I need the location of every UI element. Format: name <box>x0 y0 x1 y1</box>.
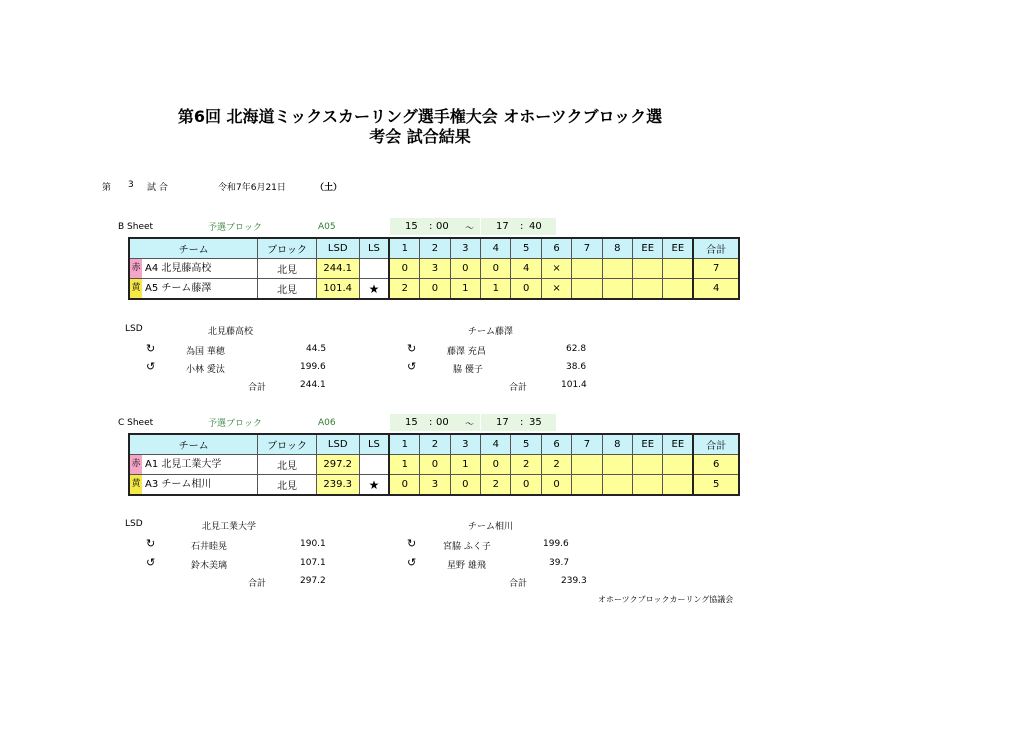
end-score: × <box>541 259 571 279</box>
player-name: 石井睦晃 <box>191 542 228 552</box>
player-score: 44.5 <box>306 344 327 354</box>
header-end-1: 1 <box>389 434 419 455</box>
player-name: 脇 優子 <box>453 365 483 375</box>
player-score: 107.1 <box>300 558 326 568</box>
stone-color-yellow: 黄 <box>130 475 142 494</box>
round-date: 令和7年6月21日 <box>218 183 286 193</box>
counterclockwise-icon: ↺ <box>407 556 417 569</box>
block-label: 予選ブロック <box>208 223 262 233</box>
end-score <box>663 475 693 496</box>
end-score <box>572 279 602 300</box>
team-name-cell <box>129 475 258 496</box>
sheet-label: B Sheet <box>118 222 154 232</box>
end-score: 4 <box>511 259 541 279</box>
table-row <box>129 455 739 475</box>
team-ls <box>359 259 389 279</box>
header-end-5: 5 <box>511 434 541 455</box>
header-ls: LS <box>359 434 389 455</box>
end-score <box>602 475 632 496</box>
header-end-8: 8 <box>602 238 632 259</box>
table-header-row <box>129 238 739 259</box>
round-label-shiai: 試 合 <box>147 183 168 193</box>
end-score: 0 <box>450 259 480 279</box>
lsd-left-total: 297.2 <box>300 576 326 586</box>
page-title: 第6回 北海道ミックスカーリング選手権大会 オホーツクブロック選 <box>177 107 663 126</box>
player-name: 為国 華穂 <box>186 347 225 357</box>
header-end-4: 4 <box>481 434 511 455</box>
end-minute: 35 <box>529 417 542 428</box>
team-total: 4 <box>693 279 739 300</box>
header-end-6: 6 <box>541 238 571 259</box>
lsd-right-total: 101.4 <box>561 380 587 390</box>
counterclockwise-icon: ↺ <box>407 360 417 373</box>
team-name: A4 北見藤高校 <box>145 263 212 274</box>
end-time <box>481 218 556 235</box>
player-score: 199.6 <box>543 539 569 549</box>
team-name: A1 北見工業大学 <box>145 459 222 470</box>
end-score <box>633 475 663 496</box>
score-table <box>128 237 740 300</box>
player-name: 藤澤 充昌 <box>447 347 486 357</box>
end-score <box>572 259 602 279</box>
end-score <box>602 455 632 475</box>
end-score: 0 <box>420 455 450 475</box>
round-label-dai: 第 <box>102 183 112 193</box>
lsd-right-total: 239.3 <box>561 576 587 586</box>
player-score: 199.6 <box>300 362 326 372</box>
tilde: 〜 <box>465 420 475 430</box>
header-end-2: 2 <box>420 238 450 259</box>
lsd-left-total: 244.1 <box>300 380 326 390</box>
lsd-right-team: チーム藤澤 <box>468 327 514 337</box>
table-row <box>129 475 739 496</box>
lsd-total-label: 合計 <box>509 383 528 393</box>
header-block: ブロック <box>258 238 317 259</box>
end-score: 0 <box>511 475 541 496</box>
stone-color-red: 赤 <box>130 455 142 474</box>
table-row <box>129 279 739 300</box>
team-lsd: 244.1 <box>316 259 359 279</box>
end-score: 2 <box>389 279 419 300</box>
round-weekday: （土） <box>315 183 343 193</box>
player-score: 62.8 <box>566 344 587 354</box>
end-score <box>572 455 602 475</box>
team-name-cell <box>129 259 258 279</box>
end-score <box>633 279 663 300</box>
team-lsd: 101.4 <box>316 279 359 300</box>
header-ee-2: EE <box>663 434 693 455</box>
end-score: 2 <box>541 455 571 475</box>
header-ee-2: EE <box>663 238 693 259</box>
team-area: 北見 <box>258 279 317 300</box>
end-score: 2 <box>511 455 541 475</box>
start-minute: 00 <box>436 417 449 428</box>
end-score <box>633 455 663 475</box>
team-total: 6 <box>693 455 739 475</box>
team-total: 5 <box>693 475 739 496</box>
end-score <box>663 279 693 300</box>
end-score: 0 <box>389 259 419 279</box>
round-number: 3 <box>128 180 134 190</box>
clockwise-icon: ↻ <box>407 537 417 550</box>
end-score <box>602 259 632 279</box>
header-total: 合計 <box>693 238 739 259</box>
lsd-label: LSD <box>125 519 143 529</box>
header-end-7: 7 <box>572 434 602 455</box>
player-name: 小林 愛汰 <box>186 365 225 375</box>
end-score: 0 <box>450 475 480 496</box>
header-ee-1: EE <box>633 238 663 259</box>
clockwise-icon: ↻ <box>146 537 156 550</box>
player-name: 星野 雄飛 <box>447 561 486 571</box>
start-hour: 15 <box>405 221 418 232</box>
clockwise-icon: ↻ <box>407 342 417 355</box>
lsd-label: LSD <box>125 324 143 334</box>
end-hour: 17 <box>496 417 509 428</box>
organizer-footer: オホーツクブロックカーリング協議会 <box>598 595 734 604</box>
end-score: 0 <box>389 475 419 496</box>
end-score: 1 <box>450 455 480 475</box>
lsd-left-team: 北見工業大学 <box>202 522 257 532</box>
time-colon: : <box>429 221 433 232</box>
game-id: A05 <box>318 222 336 232</box>
counterclockwise-icon: ↺ <box>146 556 156 569</box>
header-end-8: 8 <box>602 434 632 455</box>
team-name: A3 チーム相川 <box>145 479 212 490</box>
end-score: 0 <box>511 279 541 300</box>
end-time <box>481 414 556 431</box>
game-id: A06 <box>318 418 336 428</box>
header-end-2: 2 <box>420 434 450 455</box>
team-area: 北見 <box>258 475 317 496</box>
end-hour: 17 <box>496 221 509 232</box>
stone-color-red: 赤 <box>130 259 142 278</box>
start-minute: 00 <box>436 221 449 232</box>
header-end-4: 4 <box>481 238 511 259</box>
header-end-3: 3 <box>450 434 480 455</box>
player-score: 38.6 <box>566 362 587 372</box>
end-score: 0 <box>420 279 450 300</box>
end-score: 0 <box>481 259 511 279</box>
end-score <box>663 455 693 475</box>
time-colon: : <box>520 417 524 428</box>
player-name: 宮脇 ふく子 <box>443 542 491 552</box>
header-end-6: 6 <box>541 434 571 455</box>
lsd-right-team: チーム相川 <box>468 522 514 532</box>
block-label: 予選ブロック <box>208 419 262 429</box>
page-title-line2: 考会 試合結果 <box>369 127 471 146</box>
end-score: 1 <box>450 279 480 300</box>
end-score: 0 <box>541 475 571 496</box>
header-lsd: LSD <box>316 434 359 455</box>
lsd-total-label: 合計 <box>248 383 267 393</box>
end-score: 0 <box>481 455 511 475</box>
team-name: A5 チーム藤澤 <box>145 283 212 294</box>
score-table <box>128 433 740 496</box>
clockwise-icon: ↻ <box>146 342 156 355</box>
lsd-left-team: 北見藤高校 <box>208 327 254 337</box>
team-total: 7 <box>693 259 739 279</box>
header-end-5: 5 <box>511 238 541 259</box>
start-hour: 15 <box>405 417 418 428</box>
team-ls <box>359 455 389 475</box>
counterclockwise-icon: ↺ <box>146 360 156 373</box>
player-name: 鈴木美璃 <box>191 561 228 571</box>
header-end-3: 3 <box>450 238 480 259</box>
end-score: 3 <box>420 259 450 279</box>
player-score: 190.1 <box>300 539 326 549</box>
last-stone-star: ★ <box>359 475 389 496</box>
table-row <box>129 259 739 279</box>
last-stone-star: ★ <box>359 279 389 300</box>
team-name-cell <box>129 279 258 300</box>
end-score <box>602 279 632 300</box>
header-team: チーム <box>129 238 258 259</box>
lsd-total-label: 合計 <box>509 579 528 589</box>
lsd-total-label: 合計 <box>248 579 267 589</box>
team-lsd: 297.2 <box>316 455 359 475</box>
player-score: 39.7 <box>549 558 570 568</box>
header-block: ブロック <box>258 434 317 455</box>
end-score <box>663 259 693 279</box>
team-lsd: 239.3 <box>316 475 359 496</box>
stone-color-yellow: 黄 <box>130 279 142 298</box>
end-minute: 40 <box>529 221 542 232</box>
time-colon: : <box>520 221 524 232</box>
end-score: 3 <box>420 475 450 496</box>
header-team: チーム <box>129 434 258 455</box>
header-total: 合計 <box>693 434 739 455</box>
header-end-7: 7 <box>572 238 602 259</box>
time-colon: : <box>429 417 433 428</box>
team-area: 北見 <box>258 455 317 475</box>
table-header-row <box>129 434 739 455</box>
sheet-label: C Sheet <box>118 418 154 428</box>
header-ee-1: EE <box>633 434 663 455</box>
end-score <box>633 259 663 279</box>
team-name-cell <box>129 455 258 475</box>
tilde: 〜 <box>465 224 475 234</box>
team-area: 北見 <box>258 259 317 279</box>
end-score: 1 <box>481 279 511 300</box>
end-score: × <box>541 279 571 300</box>
header-ls: LS <box>359 238 389 259</box>
header-end-1: 1 <box>389 238 419 259</box>
end-score <box>572 475 602 496</box>
end-score: 1 <box>389 455 419 475</box>
end-score: 2 <box>481 475 511 496</box>
header-lsd: LSD <box>316 238 359 259</box>
